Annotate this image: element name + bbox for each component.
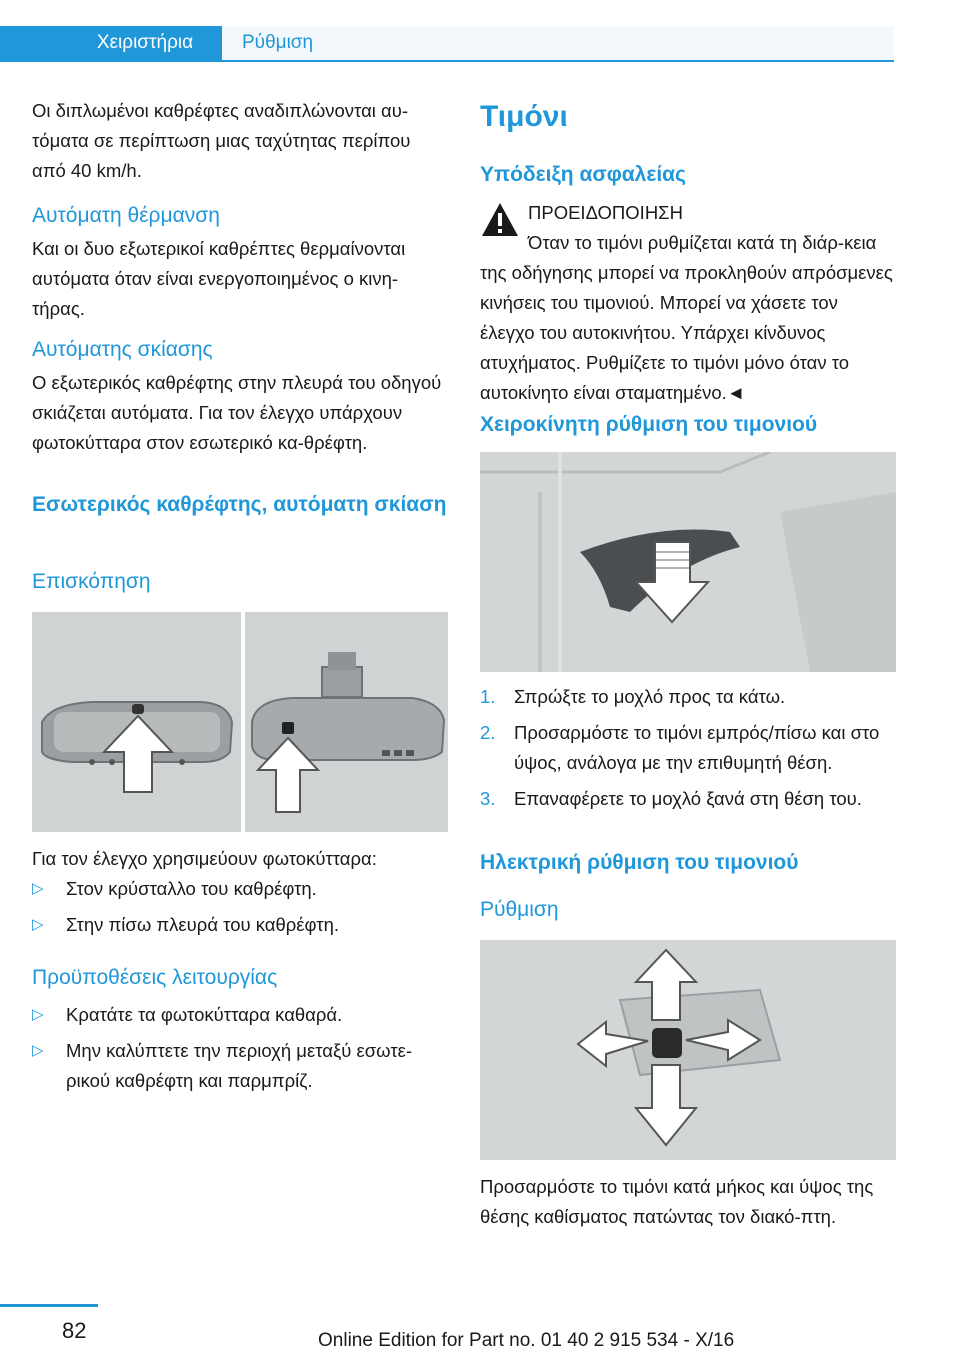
electric-switch-illustration — [480, 940, 896, 1160]
header-rule — [0, 60, 894, 62]
list-item: 2. Προσαρμόστε το τιμόνι εμπρός/πίσω και στο ύψος, ανάλογα με την επιθυμητή θέση. — [480, 722, 880, 773]
list-item: ▷ Μην καλύπτετε την περιοχή μεταξύ εσωτε-ρικού καθρέφτη και παρμπρίζ. — [32, 1036, 448, 1096]
electric-adjust-heading: Ηλεκτρική ρύθμιση του τιμονιού — [480, 851, 799, 874]
auto-heat-heading: Αυτόματη θέρμανση — [32, 204, 220, 227]
page-header — [0, 0, 960, 62]
list-item: ▷ Στην πίσω πλευρά του καθρέφτη. — [32, 910, 448, 940]
prereq-list — [32, 1000, 448, 1096]
list-item: ▷ Στον κρύσταλλο του καθρέφτη. — [32, 874, 448, 904]
auto-dim-heading: Αυτόματης σκίασης — [32, 338, 213, 361]
inner-mirror-heading: Εσωτερικός καθρέφτης, αυτόματη σκίαση — [32, 493, 447, 516]
electric-paragraph: Προσαρμόστε το τιμόνι κατά μήκος και ύψος της θέσης καθίσματος πατώντας τον διακό-πτη. — [480, 1176, 874, 1227]
setting-heading: Ρύθμιση — [480, 898, 559, 921]
edition-note: Online Edition for Part no. 01 40 2 915 534 - X/16 — [318, 1330, 735, 1351]
warning-label: ΠΡΟΕΙΔΟΠΟΙΗΣΗ — [528, 202, 683, 223]
steering-title: Τιμόνι — [480, 100, 568, 133]
manual-adjust-heading: Χειροκίνητη ρύθμιση του τιμονιού — [480, 413, 818, 436]
intro-paragraph: Οι διπλωμένοι καθρέφτες αναδιπλώνονται αυ-τόματα σε περίπτωση μιας ταχύτητας περίπου από 40 km/h. — [32, 100, 411, 181]
list-item: ▷ Κρατάτε τα φωτοκύτταρα καθαρά. — [32, 1000, 448, 1030]
header-section: Ρύθμιση — [242, 32, 314, 53]
list-triangle-icon: ▷ — [32, 1042, 44, 1059]
header-tab-section-bg — [222, 26, 894, 62]
sensors-intro: Για τον έλεγχο χρησιμεύουν φωτοκύτταρα: — [32, 848, 377, 869]
overview-heading: Επισκόπηση — [32, 570, 151, 593]
list-triangle-icon: ▷ — [32, 880, 44, 897]
manual-lever-illustration — [480, 452, 896, 672]
safety-heading: Υπόδειξη ασφαλείας — [480, 163, 686, 186]
sensor-list — [32, 874, 448, 940]
auto-heat-paragraph: Και οι δυο εξωτερικοί καθρέπτες θερμαίνονται αυτόματα όταν είναι ενεργοποιημένος ο κινη-τήρας. — [32, 238, 406, 319]
auto-dim-paragraph: Ο εξωτερικός καθρέφτης στην πλευρά του οδηγού σκιάζεται αυτόματα. Για τον έλεγχο υπάρχουν φωτοκύτταρα στον εσωτερικό κα-θρέφτη. — [32, 372, 442, 453]
list-item: 3. Επαναφέρετε το μοχλό ξανά στη θέση του. — [480, 788, 862, 809]
mirror-sensors-illustration — [32, 612, 448, 832]
footer-rule — [0, 1304, 98, 1307]
list-triangle-icon: ▷ — [32, 1006, 44, 1023]
page-number: 82 — [62, 1318, 87, 1343]
list-triangle-icon: ▷ — [32, 916, 44, 933]
warning-text: Όταν το τιμόνι ρυθμίζεται κατά τη διάρ-κεια της οδήγησης μπορεί να προκληθούν απρόσμενες κινήσεις του τιμονιού. Μπορεί να χάσετε τον έλεγχο του αυτοκινήτου. Υπάρχει κίνδυνος ατυχήματος. Ρυθμίζετε το τιμόνι μόνο όταν το αυτοκίνητο είναι σταματημένο.◄ — [480, 232, 893, 403]
list-item: 1. Σπρώξτε το μοχλό προς τα κάτω. — [480, 686, 786, 707]
prereq-heading: Προϋποθέσεις λειτουργίας — [32, 966, 278, 989]
manual-steps-list — [480, 682, 896, 814]
header-chapter: Χειριστήρια — [96, 32, 194, 53]
